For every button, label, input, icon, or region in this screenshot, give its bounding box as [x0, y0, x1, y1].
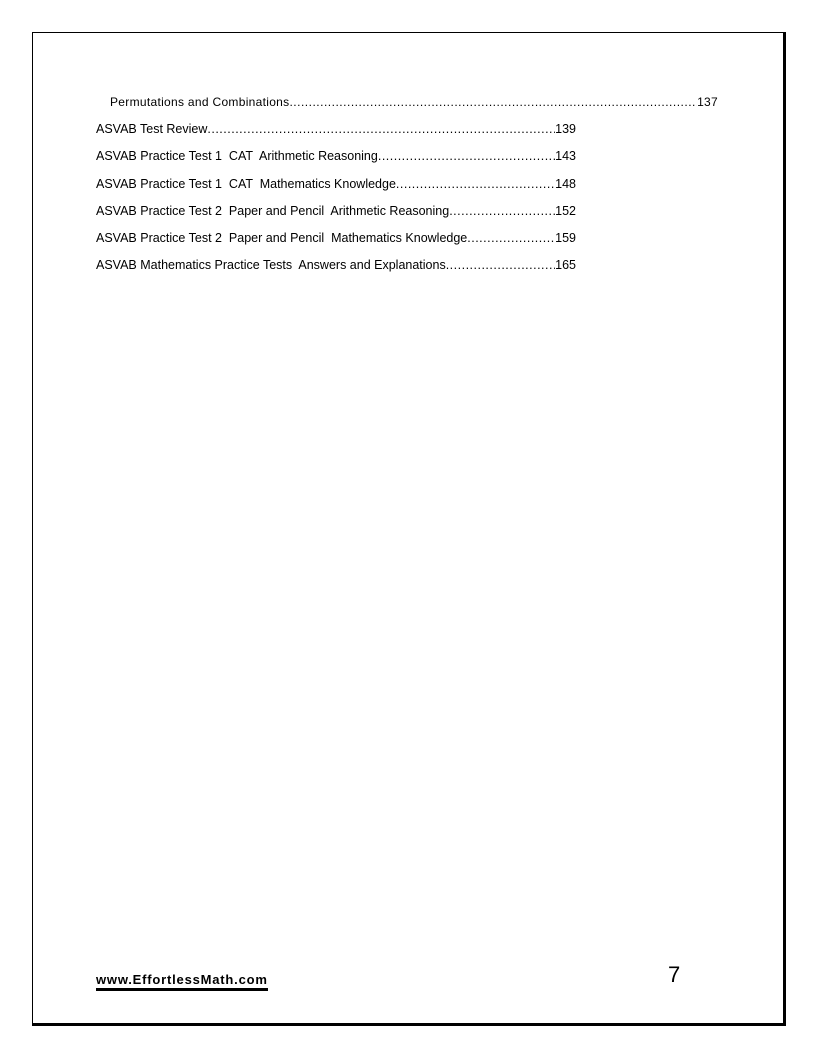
table-of-contents	[96, 95, 718, 285]
dot-leader	[378, 149, 555, 163]
dot-leader	[289, 95, 697, 109]
toc-entry[interactable]	[96, 177, 576, 204]
toc-entry-title: ASVAB Practice Test 1 CAT Arithmetic Reasoning	[96, 149, 378, 164]
toc-entry[interactable]	[96, 258, 576, 285]
toc-entry-title: ASVAB Test Review	[96, 122, 208, 137]
toc-entry-page: 159	[555, 230, 576, 245]
toc-entry-page: 143	[555, 149, 576, 164]
toc-entry-title: ASVAB Practice Test 1 CAT Mathematics Knowledge	[96, 176, 396, 191]
toc-entry-title: ASVAB Practice Test 2 Paper and Pencil Mathematics Knowledge	[96, 230, 468, 245]
toc-entry[interactable]	[96, 231, 576, 258]
toc-entry-page: 165	[555, 258, 576, 273]
dot-leader	[467, 231, 555, 245]
website-link[interactable]: www.EffortlessMath.com	[96, 972, 268, 991]
toc-entry-page: 152	[555, 203, 576, 218]
page-number: 7	[668, 962, 681, 987]
dot-leader	[207, 122, 555, 136]
toc-entry-page: 139	[555, 122, 576, 137]
toc-entry[interactable]	[96, 149, 576, 176]
toc-entry[interactable]	[96, 204, 576, 231]
toc-entry[interactable]	[110, 95, 718, 122]
toc-entry-title: ASVAB Mathematics Practice Tests Answers and Explanations	[96, 258, 446, 273]
dot-leader	[446, 258, 555, 272]
toc-entry-title: Permutations and Combinations	[110, 95, 290, 109]
toc-entry[interactable]	[96, 122, 576, 149]
toc-entry-page: 137	[697, 95, 718, 109]
dot-leader	[449, 204, 555, 218]
toc-entry-title: ASVAB Practice Test 2 Paper and Pencil Arithmetic Reasoning	[96, 203, 450, 218]
toc-entry-page: 148	[555, 176, 576, 191]
dot-leader	[396, 177, 555, 191]
